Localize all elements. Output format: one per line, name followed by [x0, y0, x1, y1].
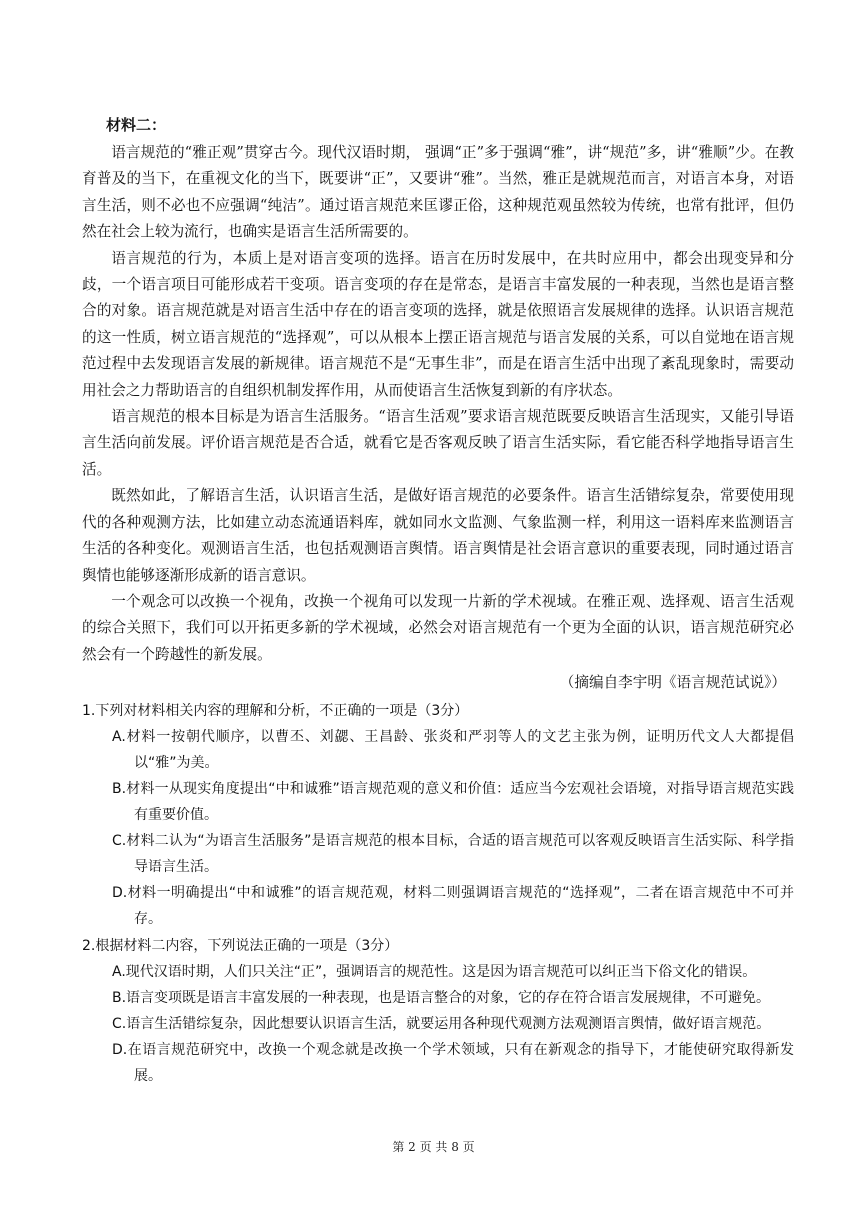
material-paragraph-5: 一个观念可以改换一个视角，改换一个视角可以发现一片新的学术视域。在雅正观、选择观、语言生活观的综合关照下，我们可以开拓更多新的学术视域，必然会对语言规范有一个更为全面的认识，语言规范研究必然会有一个跨越性的新发展。	[82, 592, 794, 663]
question-2-stem: 2.根据材料二内容，下列说法正确的一项是（3分）	[82, 937, 399, 954]
question-1-option-d: D.材料一明确提出“中和诚雅”的语言规范观，材料二则强调语言规范的“选择观”，二者在语言规范中不可并存。	[112, 884, 794, 927]
question-2-option-c: C.语言生活错综复杂，因此想要认识语言生活，就要运用各种现代观测方法观测语言舆情，做好语言规范。	[112, 1015, 771, 1032]
question-1-option-c: C.材料二认为“为语言生活服务”是语言规范的根本目标，合适的语言规范可以客观反映语言生活实际、科学指导语言生活。	[112, 832, 794, 875]
material-source: （摘编自李宇明《语言规范试说》）	[559, 674, 786, 692]
page-content	[82, 112, 794, 1089]
material-paragraph-1: 语言规范的“雅正观”贯穿古今。现代汉语时期， 强调“正”多于强调“雅”，讲“规范”多，讲“雅顺”少。在教育普及的当下，在重视文化的当下，既要讲“正”，又要讲“雅”。当然，雅正是就规范而言，对语言本身，对语言生活，则不必也不应强调“纯洁”。通过语言规范来匡谬正俗，这种规范观虽然较为传统，也常有批评，但仍然在社会上较为流行，也确实是语言生活所需要的。	[82, 144, 794, 241]
question-2-option-b: B.语言变项既是语言丰富发展的一种表现，也是语言整合的对象，它的存在符合语言发展规律，不可避免。	[112, 989, 771, 1006]
page-number: 第 2 页 共 8 页	[392, 1140, 475, 1154]
question-2-option-d: D.在语言规范研究中，改换一个观念就是改换一个学术领域，只有在新观念的指导下，才能使研究取得新发展。	[112, 1041, 794, 1084]
material-heading: 材料二：	[106, 116, 167, 134]
question-2-option-a: A.现代汉语时期，人们只关注“正”，强调语言的规范性。这是因为语言规范可以纠正当下俗文化的错误。	[112, 963, 757, 980]
question-1-stem: 1.下列对材料相关内容的理解和分析，不正确的一项是（3分）	[82, 702, 469, 719]
material-paragraph-4: 既然如此，了解语言生活，认识语言生活，是做好语言规范的必要条件。语言生活错综复杂，常要使用现代的各种观测方法，比如建立动态流通语料库，就如同水文监测、气象监测一样，利用这一语料库来监测语言生活的各种变化。观测语言生活，也包括观测语言舆情。语言舆情是社会语言意识的重要表现，同时通过语言舆情也能够逐渐形成新的语言意识。	[82, 487, 794, 584]
material-paragraph-2: 语言规范的行为，本质上是对语言变项的选择。语言在历时发展中，在共时应用中，都会出现变异和分歧，一个语言项目可能形成若干变项。语言变项的存在是常态，是语言丰富发展的一种表现，当然也是语言整合的对象。语言规范就是对语言生活中存在的语言变项的选择，就是依照语言发展规律的选择。认识语言规范的这一性质，树立语言规范的“选择观”，可以从根本上摆正语言规范与语言发展的关系，可以自觉地在语言规范过程中去发现语言发展的新规律。语言规范不是“无事生非”，而是在语言生活中出现了紊乱现象时，需要动用社会之力帮助语言的自组织机制发挥作用，从而使语言生活恢复到新的有序状态。	[82, 249, 794, 399]
question-1-option-b: B.材料一从现实角度提出“中和诚雅”语言规范观的意义和价值：适应当今宏观社会语境，对指导语言规范实践有重要价值。	[112, 780, 794, 823]
question-1-option-a: A.材料一按朝代顺序，以曹丕、刘勰、王昌龄、张炎和严羽等人的文艺主张为例，证明历代文人大都提倡以“雅”为美。	[112, 728, 794, 771]
material-paragraph-3: 语言规范的根本目标是为语言生活服务。“语言生活观”要求语言规范既要反映语言生活现实，又能引导语言生活向前发展。评价语言规范是否合适，就看它是否客观反映了语言生活实际，看它能否科学地指导语言生活。	[82, 408, 794, 478]
